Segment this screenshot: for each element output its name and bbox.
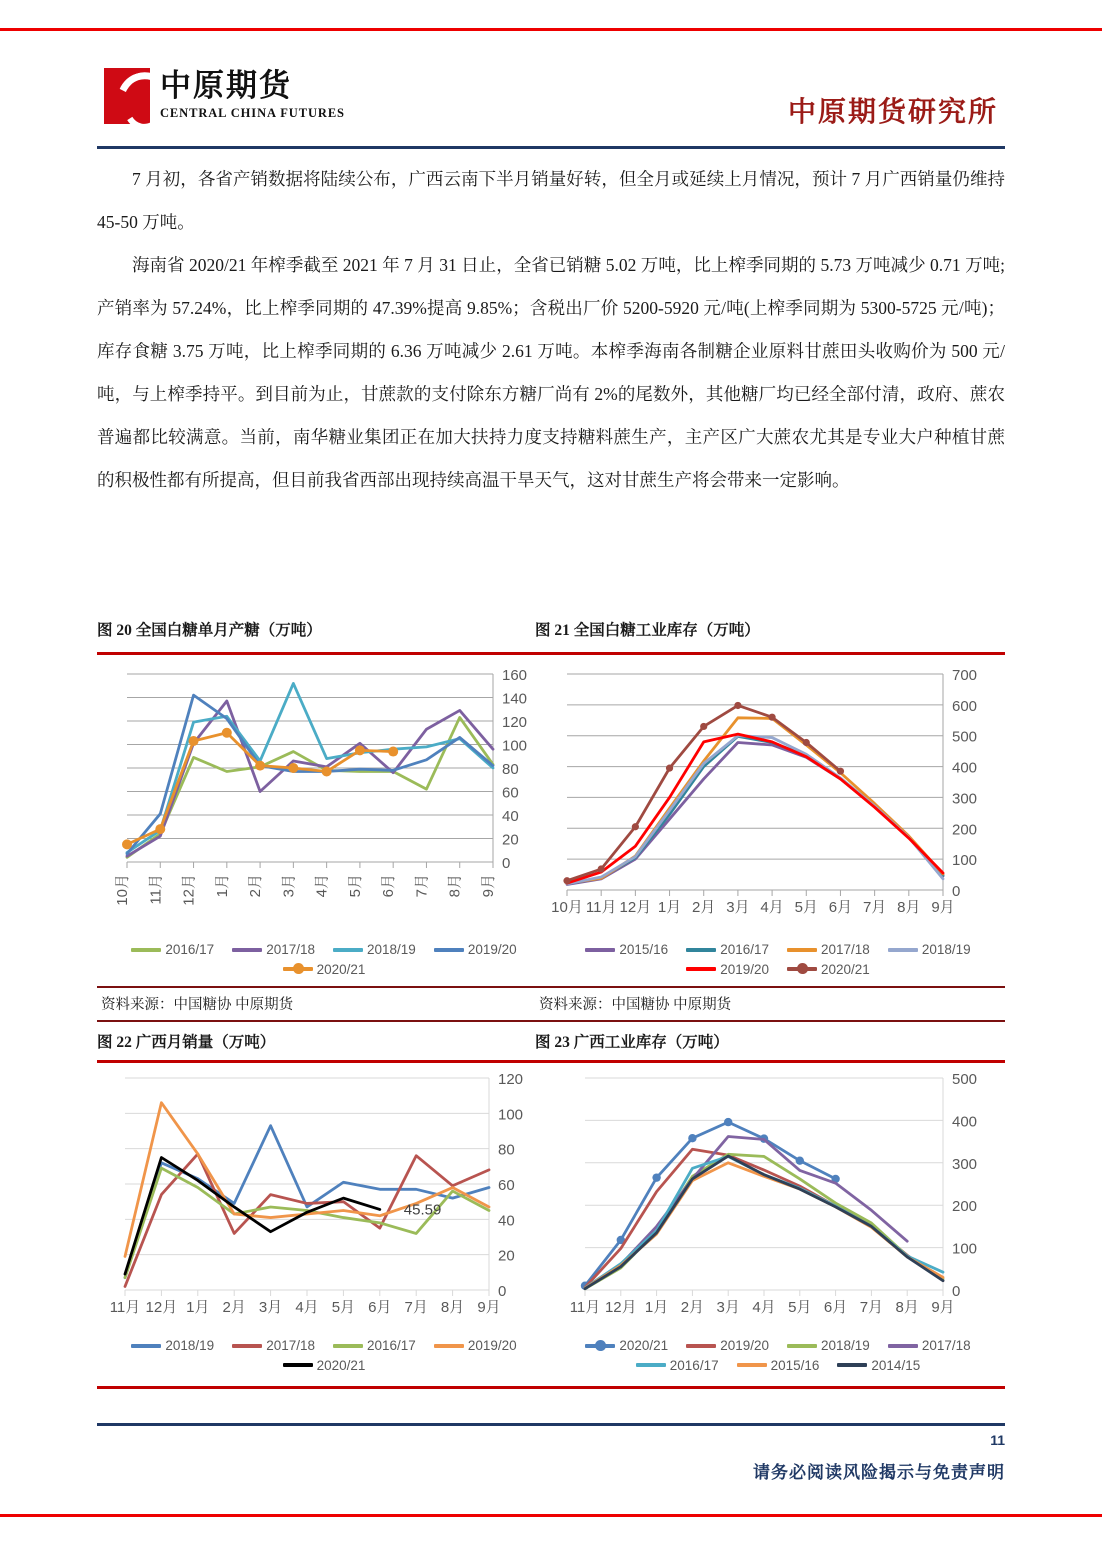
legend-item bbox=[131, 940, 214, 960]
svg-text:8月: 8月 bbox=[446, 874, 464, 898]
logo-chinese-name: 中原期货 bbox=[160, 68, 292, 103]
figure-row-2-bottom-rule bbox=[97, 1386, 1005, 1389]
legend-swatch-icon bbox=[888, 948, 918, 952]
svg-text:12月: 12月 bbox=[604, 1299, 637, 1316]
charts-row-1 bbox=[97, 660, 1005, 979]
svg-text:9月: 9月 bbox=[477, 1299, 501, 1316]
svg-text:0: 0 bbox=[952, 883, 961, 900]
legend-label: 2017/18 bbox=[821, 942, 870, 957]
legend-label: 2018/19 bbox=[367, 942, 416, 957]
legend-marker-icon bbox=[293, 963, 304, 974]
figure-20-caption: 图 20 全国白糖单月产糖（万吨） bbox=[97, 622, 322, 639]
svg-text:100: 100 bbox=[502, 737, 528, 755]
footer-divider bbox=[97, 1423, 1005, 1426]
page-top-rule bbox=[0, 28, 1102, 31]
svg-text:12月: 12月 bbox=[145, 1299, 178, 1316]
body-paragraph-1: 7 月初，各省产销数据将陆续公布，广西云南下半月销量好转，但全月或延续上月情况，预计 7 月广西销量仍维持 45-50 万吨。 bbox=[97, 169, 1005, 232]
svg-text:140: 140 bbox=[502, 690, 528, 708]
svg-text:120: 120 bbox=[502, 714, 528, 731]
svg-text:4月: 4月 bbox=[760, 899, 784, 916]
svg-text:5月: 5月 bbox=[346, 874, 364, 898]
svg-text:0: 0 bbox=[498, 1283, 507, 1300]
legend-label: 2020/21 bbox=[316, 1357, 366, 1373]
source-row-1 bbox=[97, 988, 1005, 1020]
svg-text:9月: 9月 bbox=[931, 899, 955, 916]
figure-23-caption: 图 23 广西工业库存（万吨） bbox=[535, 1034, 729, 1051]
figure-23-chart bbox=[551, 1064, 1005, 1375]
legend-swatch-icon bbox=[283, 1363, 313, 1367]
svg-text:400: 400 bbox=[952, 1113, 978, 1131]
legend-swatch-icon bbox=[131, 948, 161, 952]
svg-text:500: 500 bbox=[952, 1071, 978, 1088]
svg-text:11月: 11月 bbox=[109, 1299, 141, 1316]
legend-item bbox=[131, 1336, 214, 1356]
svg-text:700: 700 bbox=[952, 667, 978, 684]
legend-item bbox=[686, 1336, 769, 1356]
figure-20-legend bbox=[97, 940, 551, 979]
svg-text:4月: 4月 bbox=[313, 874, 331, 898]
svg-text:12月: 12月 bbox=[180, 874, 198, 906]
legend-label: 2016/17 bbox=[669, 1357, 719, 1373]
legend-swatch-icon bbox=[837, 1363, 867, 1367]
legend-item bbox=[787, 1336, 870, 1356]
header-divider bbox=[97, 146, 1005, 149]
legend-item bbox=[232, 1336, 315, 1356]
svg-text:80: 80 bbox=[498, 1141, 515, 1159]
legend-label: 2016/17 bbox=[165, 942, 215, 957]
svg-text:9月: 9月 bbox=[480, 874, 497, 898]
legend-item bbox=[434, 940, 517, 960]
svg-text:300: 300 bbox=[952, 1155, 978, 1173]
legend-item bbox=[888, 940, 971, 960]
logo-mark-icon bbox=[104, 68, 150, 124]
figure-caption-row-1 bbox=[97, 612, 1005, 652]
figure-22-legend bbox=[97, 1336, 551, 1375]
svg-text:9月: 9月 bbox=[931, 1299, 955, 1316]
svg-text:1月: 1月 bbox=[644, 1299, 669, 1316]
legend-label: 2014/15 bbox=[871, 1357, 921, 1373]
figure-21-caption: 图 21 全国白糖工业库存（万吨） bbox=[535, 622, 760, 639]
svg-text:5月: 5月 bbox=[794, 899, 818, 916]
figure-caption-row-2 bbox=[97, 1024, 1005, 1064]
figure-22-chart bbox=[97, 1064, 551, 1375]
source-row-1-rule bbox=[97, 1020, 1005, 1022]
svg-text:5月: 5月 bbox=[788, 1299, 812, 1316]
legend-label: 2017/18 bbox=[266, 942, 315, 957]
legend-label: 2015/16 bbox=[770, 1357, 820, 1373]
legend-label: 2016/17 bbox=[367, 1338, 416, 1353]
legend-swatch-icon bbox=[333, 1344, 363, 1348]
svg-text:3月: 3月 bbox=[716, 1299, 740, 1316]
svg-text:100: 100 bbox=[952, 1240, 978, 1258]
legend-item bbox=[283, 960, 366, 980]
legend-swatch-icon bbox=[283, 967, 313, 971]
legend-item bbox=[737, 1356, 820, 1376]
legend-swatch-icon bbox=[787, 1344, 817, 1348]
svg-text:7月: 7月 bbox=[862, 899, 887, 916]
legend-label: 2018/19 bbox=[921, 942, 971, 957]
svg-text:80: 80 bbox=[502, 761, 519, 778]
document-header bbox=[0, 48, 1102, 148]
legend-label: 2016/17 bbox=[720, 942, 769, 957]
svg-text:20: 20 bbox=[498, 1247, 515, 1265]
legend-swatch-icon bbox=[232, 948, 262, 952]
svg-text:0: 0 bbox=[502, 855, 511, 872]
figure-row-2-top-rule bbox=[97, 1060, 1005, 1063]
svg-text:6月: 6月 bbox=[828, 899, 853, 916]
figure-20-chart bbox=[97, 660, 551, 979]
svg-text:1月: 1月 bbox=[657, 899, 682, 916]
svg-text:11月: 11月 bbox=[585, 899, 617, 916]
figure-21-chart bbox=[551, 660, 1005, 979]
legend-item bbox=[636, 1356, 719, 1376]
charts-row-2 bbox=[97, 1064, 1005, 1375]
svg-text:8月: 8月 bbox=[440, 1299, 465, 1316]
legend-swatch-icon bbox=[787, 948, 817, 952]
legend-item bbox=[232, 940, 315, 960]
svg-text:6月: 6月 bbox=[823, 1299, 848, 1316]
svg-text:11月: 11月 bbox=[147, 874, 165, 905]
svg-text:8月: 8月 bbox=[895, 1299, 919, 1316]
svg-text:4月: 4月 bbox=[295, 1299, 319, 1316]
legend-label: 2020/21 bbox=[316, 961, 366, 977]
svg-text:7月: 7月 bbox=[859, 1299, 884, 1316]
legend-swatch-icon bbox=[585, 1344, 615, 1348]
legend-swatch-icon bbox=[434, 1344, 464, 1348]
svg-text:40: 40 bbox=[498, 1212, 515, 1230]
svg-text:500: 500 bbox=[952, 728, 978, 746]
legend-item bbox=[686, 940, 769, 960]
legend-label: 2019/20 bbox=[467, 1338, 517, 1353]
legend-swatch-icon bbox=[232, 1344, 262, 1348]
figure-row-1-top-rule bbox=[97, 652, 1005, 655]
legend-swatch-icon bbox=[434, 948, 464, 952]
svg-text:200: 200 bbox=[952, 821, 978, 839]
figure-21-legend bbox=[551, 940, 1005, 979]
legend-label: 2018/19 bbox=[165, 1338, 215, 1353]
svg-text:10月: 10月 bbox=[114, 874, 131, 906]
legend-swatch-icon bbox=[888, 1344, 918, 1348]
svg-text:2月: 2月 bbox=[222, 1299, 246, 1316]
page-bottom-rule bbox=[0, 1514, 1102, 1517]
svg-text:300: 300 bbox=[952, 790, 978, 808]
legend-item bbox=[837, 1356, 920, 1376]
legend-label: 2015/16 bbox=[619, 942, 669, 957]
legend-swatch-icon bbox=[737, 1363, 767, 1367]
legend-item bbox=[787, 940, 870, 960]
svg-text:120: 120 bbox=[498, 1071, 524, 1088]
svg-text:7月: 7月 bbox=[404, 1299, 428, 1316]
page-number: 11 bbox=[990, 1432, 1005, 1448]
legend-label: 2018/19 bbox=[821, 1338, 870, 1353]
legend-label: 2020/21 bbox=[619, 1338, 669, 1353]
document-body bbox=[97, 158, 1005, 502]
svg-text:60: 60 bbox=[498, 1177, 515, 1194]
legend-marker-icon bbox=[797, 963, 808, 974]
legend-swatch-icon bbox=[333, 948, 363, 952]
svg-text:1月: 1月 bbox=[186, 1299, 210, 1316]
figure-22-caption: 图 22 广西月销量（万吨） bbox=[97, 1034, 276, 1051]
legend-item bbox=[888, 1336, 971, 1356]
legend-swatch-icon bbox=[686, 967, 716, 971]
legend-item bbox=[686, 960, 769, 980]
svg-text:20: 20 bbox=[502, 831, 519, 849]
body-paragraph-2: 海南省 2020/21 年榨季截至 2021 年 7 月 31 日止，全省已销糖 5.02 万吨，比上榨季同期的 5.73 万吨减少 0.71 万吨;产销率为 57.24%，比上榨季同期的 47.39%提高 9.85%；含税出厂价 5200-5920 元/吨(上榨季同期为 5300-5725 元/吨)；库存食糖 3.75 万吨，比上榨季同期的 6.36 万吨减少 2.61 万吨。本榨季海南各制糖企业原料甘蔗田头收购价为 500 元/吨，与上榨季持平。到目前为止，甘蔗款的支付除东方糖厂尚有 2%的尾数外，其他糖厂均已经全部付清，政府、蔗农普遍都比较满意。当前，南华糖业集团正在加大扶持力度支持糖料蔗生产，主产区广大蔗农尤其是专业大户种植甘蔗的积极性都有所提高，但目前我省西部出现持续高温干旱天气，这对甘蔗生产将会带来一定影响。 bbox=[97, 255, 1005, 490]
svg-text:2月: 2月 bbox=[692, 899, 716, 916]
legend-item bbox=[283, 1356, 366, 1376]
svg-text:200: 200 bbox=[952, 1198, 978, 1216]
figure-21-source: 资料来源：中国糖协 中原期货 bbox=[539, 997, 732, 1013]
legend-item bbox=[787, 960, 870, 980]
svg-text:2月: 2月 bbox=[680, 1299, 705, 1316]
svg-text:4月: 4月 bbox=[752, 1299, 776, 1316]
svg-text:8月: 8月 bbox=[897, 899, 921, 916]
legend-item bbox=[333, 940, 416, 960]
legend-item bbox=[585, 940, 668, 960]
company-logo bbox=[104, 68, 345, 124]
svg-text:10月: 10月 bbox=[551, 899, 583, 916]
svg-text:40: 40 bbox=[502, 808, 519, 825]
legend-item bbox=[585, 1336, 668, 1356]
legend-swatch-icon bbox=[131, 1344, 161, 1348]
legend-label: 2020/21 bbox=[821, 961, 870, 977]
legend-label: 2019/20 bbox=[720, 1338, 769, 1353]
legend-swatch-icon bbox=[636, 1363, 666, 1367]
legend-label: 2017/18 bbox=[266, 1338, 315, 1353]
legend-marker-icon bbox=[595, 1340, 606, 1351]
svg-text:1月: 1月 bbox=[213, 874, 231, 898]
svg-text:3月: 3月 bbox=[726, 899, 750, 916]
svg-text:100: 100 bbox=[498, 1106, 524, 1124]
legend-label: 2019/20 bbox=[467, 942, 517, 957]
header-title: 中原期货研究所 bbox=[787, 97, 998, 128]
svg-text:60: 60 bbox=[502, 784, 519, 802]
footer-disclaimer: 请务必阅读风险揭示与免责声明 bbox=[753, 1463, 1005, 1482]
legend-item bbox=[434, 1336, 517, 1356]
svg-text:6月: 6月 bbox=[380, 874, 398, 898]
figure-20-source: 资料来源：中国糖协 中原期货 bbox=[101, 997, 294, 1013]
svg-text:11月: 11月 bbox=[569, 1299, 601, 1316]
logo-english-name: CENTRAL CHINA FUTURES bbox=[160, 105, 345, 120]
legend-label: 2017/18 bbox=[921, 1338, 971, 1353]
legend-swatch-icon bbox=[686, 1344, 716, 1348]
svg-text:45.59: 45.59 bbox=[403, 1201, 442, 1219]
svg-text:400: 400 bbox=[952, 759, 978, 777]
svg-text:7月: 7月 bbox=[413, 874, 431, 898]
legend-item bbox=[333, 1336, 416, 1356]
svg-text:5月: 5月 bbox=[331, 1299, 356, 1316]
legend-swatch-icon bbox=[686, 948, 716, 952]
figure-23-legend bbox=[551, 1336, 1005, 1375]
svg-text:600: 600 bbox=[952, 697, 978, 715]
legend-swatch-icon bbox=[787, 967, 817, 971]
svg-text:2月: 2月 bbox=[247, 874, 265, 898]
svg-text:100: 100 bbox=[952, 852, 978, 870]
legend-swatch-icon bbox=[585, 948, 615, 952]
legend-label: 2019/20 bbox=[720, 961, 769, 977]
svg-text:12月: 12月 bbox=[619, 899, 652, 916]
svg-text:0: 0 bbox=[952, 1283, 961, 1300]
svg-text:6月: 6月 bbox=[368, 1299, 392, 1316]
svg-text:3月: 3月 bbox=[258, 1299, 283, 1316]
svg-text:3月: 3月 bbox=[280, 874, 298, 898]
svg-text:160: 160 bbox=[502, 667, 528, 684]
